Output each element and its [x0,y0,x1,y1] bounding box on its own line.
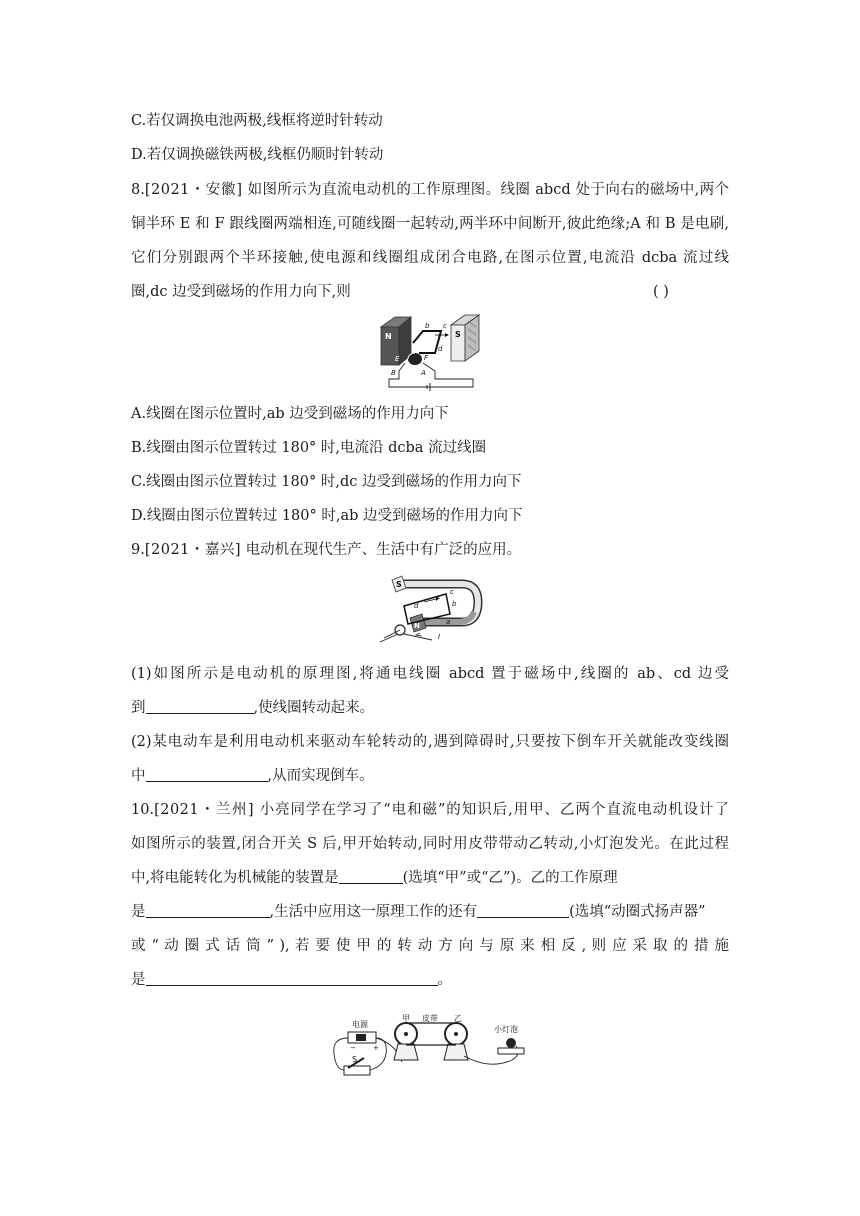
q10-line3-pre: 中,将电能转化为机械能的装置是 [131,870,339,886]
q9-part2-post: ,从而实现倒车。 [267,768,374,784]
q9-motor-figure [374,572,486,646]
q9-number: 9. [131,542,145,558]
q9-part2-line2 [131,766,374,786]
q10-circuit-figure [330,1014,530,1084]
q9-blank-2[interactable] [146,766,268,782]
q8-motor-figure [375,313,487,391]
q8-fig-label-a: a [412,333,417,341]
q10-line4-pre: 是 [131,904,146,920]
q10-number: 10. [131,802,155,818]
q10-stem-line3 [131,868,618,888]
q10-blank-4[interactable] [146,970,438,986]
q10-fig-label-jia: 甲 [402,1014,410,1023]
q9-part1-post: ,使线圈转动起来。 [253,700,375,716]
q8-stem-text: 如图所示为直流电动机的工作原理图。线圈 abcd 处于向右的磁场中,两个 [247,182,730,198]
q8-stem-line2: 铜半环 E 和 F 跟线圈两端相连,可随线圈一起转动,两半环中间断开,彼此绝缘;A 和 B 是电刷, [131,216,729,232]
q10-fig-label-belt: 皮带 [422,1014,438,1023]
q8-option-a: A.线圈在图示位置时,ab 边受到磁场的作用力向下 [131,406,449,422]
q9-part2-line1: (2)某电动车是利用电动机来驱动车轮转动的,遇到障碍时,只要按下倒车开关就能改变线圈 [131,734,729,750]
q9-part1-pre: 到 [131,700,146,716]
q9-stem-text: 电动机在现代生产、生活中有广泛的应用。 [245,542,522,558]
q8-fig-label-b: b [425,322,430,330]
q9-fig-label-b: b [452,600,457,608]
q9-stem [131,540,521,560]
q8-fig-label-brush-b: B [391,369,396,377]
q8-answer-bracket: ( ) [653,284,669,300]
q10-source-tag: [2021・兰州] [154,802,255,818]
q9-fig-label-a: a [446,618,451,626]
q9-fig-label-d: d [414,602,419,610]
q9-fig-label-s: S [396,580,402,589]
q10-stem-line2: 如图所示的装置,闭合开关 S 后,甲开始转动,同时用皮带带动乙转动,小灯泡发光。在此过程 [131,836,729,852]
q10-stem-line6 [131,970,452,990]
q8-fig-label-brush-a: A [421,369,426,377]
q8-option-c: C.线圈由图示位置转过 180° 时,dc 边受到磁场的作用力向下 [131,474,522,490]
q8-fig-label-n: N [385,332,392,341]
q8-source-tag: [2021・安徽] [144,182,243,198]
q10-line4-post: (选填“动圈式扬声器” [569,904,706,920]
q7-option-c: C.若仅调换电池两极,线框将逆时针转动 [131,113,383,129]
q8-stem-line4: 圈,dc 边受到磁场的作用力向下,则 [131,284,351,300]
q10-fig-label-yi: 乙 [454,1014,462,1023]
q8-stem-line1 [131,180,729,200]
q9-fig-label-i: I [438,633,441,641]
q9-part1-line1: (1)如图所示是电动机的原理图,将通电线圈 abcd 置于磁场中,线圈的 ab、cd 边受 [131,666,729,682]
q9-part2-pre: 中 [131,768,146,784]
q8-fig-label-c: c [443,322,447,330]
q8-fig-label-e: E [395,355,400,363]
q10-fig-label-plus: + [373,1044,379,1052]
q9-source-tag: [2021・嘉兴] [144,542,242,558]
q8-option-d: D.线圈由图示位置转过 180° 时,ab 边受到磁场的作用力向下 [131,508,523,524]
q10-line3-post: (选填“甲”或“乙”)。乙的工作原理 [402,870,618,886]
q8-fig-label-f: F [424,354,429,362]
q8-stem-line3: 它们分别跟两个半环接触,使电源和线圈组成闭合电路,在图示位置,电流沿 dcba 流过线 [131,250,729,266]
q8-option-b: B.线圈由图示位置转过 180° 时,电流沿 dcba 流过线圈 [131,440,487,456]
q9-fig-label-c: c [450,588,454,596]
q10-blank-1[interactable] [339,868,403,884]
q9-fig-label-n: N [414,622,420,630]
q9-part1-line2 [131,698,374,718]
q9-blank-1[interactable] [146,698,254,714]
q8-fig-label-d: d [438,345,443,353]
q10-fig-label-switch: S [352,1055,358,1064]
q10-line4-mid: ,生活中应用这一原理工作的还有 [269,904,478,920]
q10-stem-line4 [131,902,706,922]
q10-stem-line5: 或 “ 动 圈 式 话 筒 ” ), 若 要 使 甲 的 转 动 方 向 与 原 来 相 反 , 则 应 采 取 的 措 施 [131,938,729,954]
q10-stem-text: 小亮同学在学习了“电和磁”的知识后,用甲、乙两个直流电动机设计了 [259,802,729,818]
q10-blank-3[interactable] [477,902,569,918]
q10-stem-line1 [131,800,729,820]
q10-fig-label-minus: − [350,1044,356,1052]
q10-line6-post: 。 [437,972,452,988]
q8-number: 8. [131,182,145,198]
q10-blank-2[interactable] [146,902,270,918]
q10-line6-pre: 是 [131,972,146,988]
q8-fig-label-s: S [455,330,461,339]
q7-option-d: D.若仅调换磁铁两极,线框仍顺时针转动 [131,147,384,163]
q10-fig-label-bulb: 小灯泡 [494,1025,518,1034]
q10-fig-label-power: 电源 [352,1020,368,1029]
